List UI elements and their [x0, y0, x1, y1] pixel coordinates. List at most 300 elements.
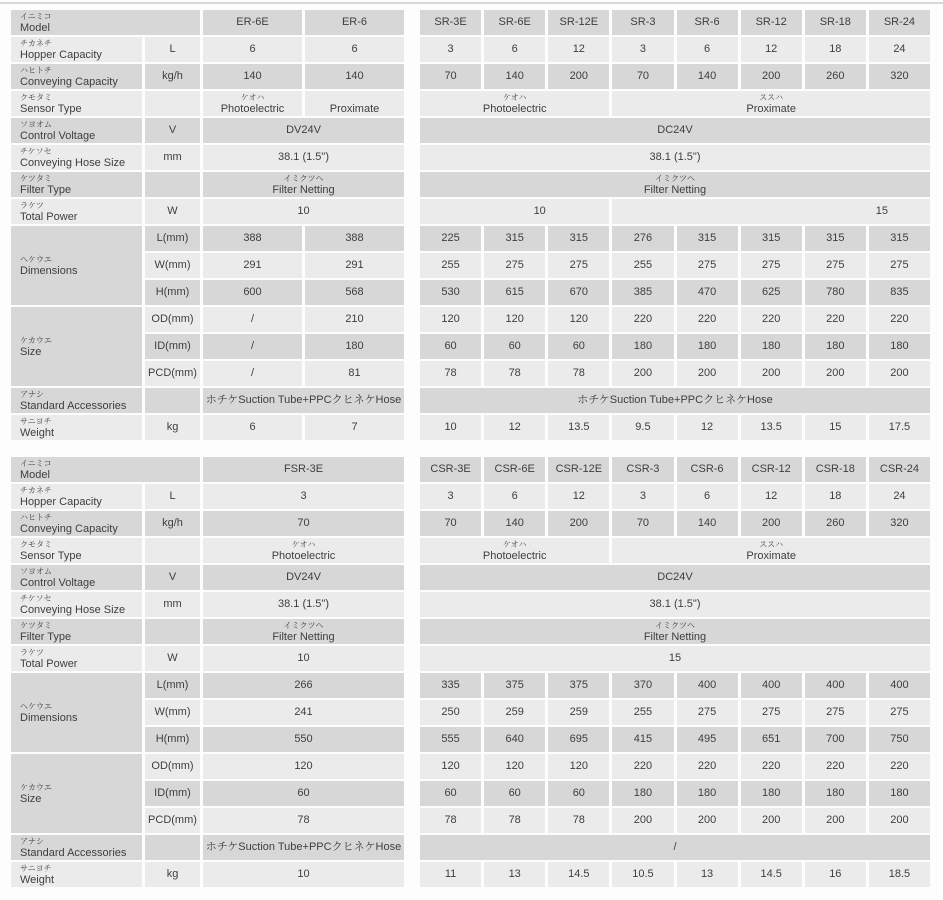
row-label-text: Conveying Capacity — [20, 522, 118, 535]
size-pcd-value: 200 — [869, 808, 930, 833]
conveying-capacity-value: 70 — [612, 511, 673, 536]
row-label-sensor-type — [11, 538, 142, 563]
dimension-w-value: 291 — [305, 253, 404, 278]
hopper-capacity-value: 18 — [805, 484, 866, 509]
size-od-value: 120 — [548, 307, 609, 332]
size-id-value: 180 — [612, 781, 673, 806]
row-label-kana: ケツタミ — [20, 173, 52, 183]
row-label-text: Dimensions — [20, 711, 78, 724]
dimension-h-value: 600 — [203, 280, 302, 305]
dimension-l-value: 388 — [203, 226, 302, 251]
filter-type-value — [203, 619, 404, 644]
sensor-type-label: Photoelectric — [482, 102, 547, 115]
dimension-l-value: 400 — [805, 673, 866, 698]
filter-type-kana: イミクツヘ — [655, 620, 695, 630]
dimension-w-value: 255 — [420, 253, 481, 278]
dimension-l-value: 315 — [677, 226, 738, 251]
dimension-l-value: 276 — [612, 226, 673, 251]
sub-label-cell: PCD(mm) — [145, 361, 200, 386]
dimension-l-value: 388 — [305, 226, 404, 251]
conveying-capacity-value: 70 — [420, 64, 481, 89]
size-od-value: 220 — [677, 307, 738, 332]
row-label-text: Standard Accessories — [20, 846, 127, 859]
dimension-l-value: 315 — [484, 226, 545, 251]
table-row — [420, 673, 930, 698]
table-row — [11, 646, 404, 671]
dimension-l-value: 225 — [420, 226, 481, 251]
dimension-l-value: 315 — [741, 226, 802, 251]
dimension-w-value: 241 — [203, 700, 404, 725]
row-label-text: Standard Accessories — [20, 399, 127, 412]
dimension-h-value: 695 — [548, 727, 609, 752]
sensor-type-label: Photoelectric — [271, 549, 336, 562]
unit-cell: kg — [145, 415, 200, 440]
sub-label-cell: PCD(mm) — [145, 808, 200, 833]
size-od-value: 120 — [420, 307, 481, 332]
size-id-value: 180 — [741, 781, 802, 806]
conveying-capacity-value: 260 — [805, 64, 866, 89]
table-row — [11, 511, 404, 536]
dimension-h-value: 470 — [677, 280, 738, 305]
row-label-kana: クモタミ — [20, 92, 52, 102]
row-label-kana: ソヨオム — [20, 119, 52, 129]
row-label-kana: イニミコ — [20, 458, 52, 468]
total-power-value: 10 — [203, 199, 404, 224]
row-label-text: Weight — [20, 426, 55, 439]
dimension-w-value: 275 — [869, 700, 930, 725]
model-name: SR-12E — [548, 10, 609, 35]
size-od-value: 120 — [484, 754, 545, 779]
table-row — [420, 334, 930, 359]
sensor-type-value — [305, 91, 404, 116]
table-row — [11, 91, 404, 116]
table-row — [420, 361, 930, 386]
dimension-h-value: 550 — [203, 727, 404, 752]
unit-cell: kg/h — [145, 64, 200, 89]
row-label-size — [11, 307, 142, 386]
dimension-h-value: 700 — [805, 727, 866, 752]
model-name: CSR-12 — [741, 457, 802, 482]
table-row — [11, 388, 404, 413]
size-pcd-value: 78 — [484, 808, 545, 833]
row-label-standard-accessories — [11, 388, 142, 413]
table-row — [420, 64, 930, 89]
size-id-value: 180 — [612, 334, 673, 359]
row-label-kana: ヘケウエ — [20, 254, 52, 264]
sub-label-cell: L(mm) — [145, 226, 200, 251]
row-label-text: Conveying Capacity — [20, 75, 118, 88]
dimension-w-value: 275 — [869, 253, 930, 278]
table-row — [420, 592, 930, 617]
hopper-capacity-value: 12 — [741, 37, 802, 62]
control-voltage-value: DC24V — [420, 565, 930, 590]
weight-value: 14.5 — [548, 862, 609, 887]
dimension-h-value: 568 — [305, 280, 404, 305]
dimension-h-value: 640 — [484, 727, 545, 752]
row-label-weight — [11, 415, 142, 440]
row-label-text: Sensor Type — [20, 549, 82, 562]
table-row — [11, 199, 404, 224]
size-od-value: 120 — [548, 754, 609, 779]
row-label-model — [11, 457, 200, 482]
table-row — [420, 754, 930, 779]
table-row — [11, 307, 404, 332]
model-name: CSR-12E — [548, 457, 609, 482]
conveying-capacity-value: 140 — [677, 511, 738, 536]
dimension-w-value: 275 — [548, 253, 609, 278]
row-label-size — [11, 754, 142, 833]
filter-type-kana: イミクツヘ — [283, 620, 324, 630]
row-label-kana: ラケツ — [20, 200, 44, 210]
size-id-value: 180 — [677, 334, 738, 359]
unit-cell: V — [145, 118, 200, 143]
model-name: CSR-3E — [420, 457, 481, 482]
dimension-w-value: 291 — [203, 253, 302, 278]
table-row — [420, 172, 930, 197]
filter-type-kana: イミクツヘ — [655, 173, 695, 183]
hopper-capacity-value: 3 — [612, 484, 673, 509]
model-name: SR-6 — [677, 10, 738, 35]
unit-cell: L — [145, 484, 200, 509]
table-row — [420, 835, 930, 860]
model-name: CSR-24 — [869, 457, 930, 482]
sensor-type-value — [612, 538, 930, 563]
sensor-type-kana: ケオハ — [502, 539, 527, 549]
dimension-h-value: 530 — [420, 280, 481, 305]
hopper-capacity-value: 24 — [869, 484, 930, 509]
row-label-kana: サニヨチ — [20, 863, 52, 873]
table-row — [420, 145, 930, 170]
dimension-w-value: 255 — [612, 700, 673, 725]
page-top-rule — [0, 2, 943, 4]
hopper-capacity-value: 6 — [484, 37, 545, 62]
sensor-type-value — [203, 538, 404, 563]
row-label-text: Model — [20, 21, 50, 34]
spec-table-fsr-series — [8, 455, 407, 889]
sensor-type-kana: ケオハ — [240, 92, 265, 102]
sub-label-cell: H(mm) — [145, 727, 200, 752]
filter-type-label: Filter Netting — [643, 630, 707, 643]
row-label-text: Hopper Capacity — [20, 48, 102, 61]
size-pcd-value: 200 — [612, 361, 673, 386]
unit-cell — [145, 388, 200, 413]
spec-sheet — [8, 8, 933, 889]
table-row — [420, 415, 930, 440]
spec-table-csr-series — [417, 455, 933, 889]
size-od-value: 220 — [805, 307, 866, 332]
dimension-h-value: 651 — [741, 727, 802, 752]
weight-value: 14.5 — [741, 862, 802, 887]
sensor-type-label: Photoelectric — [482, 549, 547, 562]
hopper-capacity-value: 12 — [548, 37, 609, 62]
hopper-capacity-value: 24 — [869, 37, 930, 62]
size-id-value: 180 — [869, 334, 930, 359]
row-label-kana: ケカウエ — [20, 782, 52, 792]
filter-type-label: Filter Netting — [272, 183, 335, 196]
model-name: CSR-3 — [612, 457, 673, 482]
unit-cell — [145, 835, 200, 860]
size-pcd-value: 200 — [805, 361, 866, 386]
dimension-l-value: 400 — [677, 673, 738, 698]
row-label-text: Conveying Hose Size — [20, 603, 126, 616]
size-id-value: 60 — [420, 781, 481, 806]
standard-accessories-value: ホチケSuction Tube+PPCクヒネケHose — [420, 388, 930, 413]
conveying-capacity-value: 200 — [741, 511, 802, 536]
row-label-filter-type — [11, 619, 142, 644]
table-row — [420, 646, 930, 671]
spec-table-sr-series — [417, 8, 933, 442]
row-label-kana: チケソセ — [20, 146, 52, 156]
conveying-capacity-value: 140 — [305, 64, 404, 89]
size-pcd-value: 78 — [420, 808, 481, 833]
table-row — [11, 592, 404, 617]
size-od-value: 220 — [869, 754, 930, 779]
table-row — [420, 253, 930, 278]
table-row — [11, 619, 404, 644]
table-row — [11, 457, 404, 482]
size-pcd-value: 78 — [548, 361, 609, 386]
total-power-value: 10 — [203, 646, 404, 671]
sensor-type-kana: ケオハ — [502, 92, 527, 102]
sub-label-cell: L(mm) — [145, 673, 200, 698]
row-label-filter-type — [11, 172, 142, 197]
table-row — [420, 91, 930, 116]
table-row — [420, 457, 930, 482]
size-id-value: 60 — [484, 334, 545, 359]
size-pcd-value: 78 — [420, 361, 481, 386]
sensor-type-label: Proximate — [746, 102, 796, 115]
dimension-l-value: 370 — [612, 673, 673, 698]
size-id-value: 60 — [548, 781, 609, 806]
table-row — [420, 280, 930, 305]
row-label-text: Size — [20, 792, 42, 805]
dimension-w-value: 259 — [548, 700, 609, 725]
row-label-text: Hopper Capacity — [20, 495, 102, 508]
sensor-type-label: Proximate — [329, 102, 380, 115]
size-pcd-value: 78 — [203, 808, 404, 833]
dimension-w-value: 275 — [741, 700, 802, 725]
hopper-capacity-value: 12 — [741, 484, 802, 509]
dimension-w-value: 275 — [805, 253, 866, 278]
weight-value: 12 — [484, 415, 545, 440]
sub-label-cell: ID(mm) — [145, 781, 200, 806]
conveying-capacity-value: 140 — [203, 64, 302, 89]
sub-label-cell: W(mm) — [145, 253, 200, 278]
weight-value: 10 — [203, 862, 404, 887]
hopper-capacity-value: 3 — [612, 37, 673, 62]
model-name: SR-18 — [805, 10, 866, 35]
dimension-h-value: 780 — [805, 280, 866, 305]
sensor-type-kana — [305, 93, 404, 103]
size-id-value: 180 — [805, 334, 866, 359]
size-pcd-value: 78 — [484, 361, 545, 386]
table-row — [420, 700, 930, 725]
size-id-value: 60 — [548, 334, 609, 359]
conveying-capacity-value: 200 — [741, 64, 802, 89]
dimension-h-value: 415 — [612, 727, 673, 752]
hopper-capacity-value: 6 — [203, 37, 302, 62]
size-id-value: 180 — [677, 781, 738, 806]
dimension-l-value: 375 — [484, 673, 545, 698]
dimension-h-value: 670 — [548, 280, 609, 305]
row-label-kana: ヘケウエ — [20, 701, 52, 711]
table-row — [420, 118, 930, 143]
hopper-capacity-value: 12 — [548, 484, 609, 509]
row-label-kana: チケソセ — [20, 593, 52, 603]
size-od-value: 120 — [484, 307, 545, 332]
row-label-text: Sensor Type — [20, 102, 82, 115]
hose-size-value: 38.1 (1.5") — [420, 592, 930, 617]
row-label-text: Total Power — [20, 657, 78, 670]
table-row — [11, 754, 404, 779]
unit-cell: kg/h — [145, 511, 200, 536]
filter-type-value — [420, 619, 930, 644]
weight-value: 9.5 — [612, 415, 673, 440]
size-pcd-value: 200 — [677, 361, 738, 386]
size-id-value: 60 — [484, 781, 545, 806]
size-id-value: 180 — [805, 781, 866, 806]
weight-value: 7 — [305, 415, 404, 440]
dimension-h-value: 615 — [484, 280, 545, 305]
row-label-conveying-capacity — [11, 511, 142, 536]
unit-cell: mm — [145, 145, 200, 170]
dimension-w-value: 275 — [805, 700, 866, 725]
row-label-standard-accessories — [11, 835, 142, 860]
hopper-capacity-value: 6 — [677, 484, 738, 509]
table-row — [11, 118, 404, 143]
table-row — [420, 511, 930, 536]
row-label-kana: アナシ — [20, 389, 44, 399]
table-row — [11, 10, 404, 35]
row-label-kana: ハヒトチ — [20, 512, 52, 522]
row-label-weight — [11, 862, 142, 887]
table-row — [11, 565, 404, 590]
total-power-value: 10 — [420, 199, 609, 224]
size-pcd-value: 81 — [305, 361, 404, 386]
row-label-kana: ソヨオム — [20, 566, 52, 576]
table-row — [11, 145, 404, 170]
unit-cell: kg — [145, 862, 200, 887]
hopper-capacity-value: 6 — [677, 37, 738, 62]
conveying-capacity-value: 140 — [484, 511, 545, 536]
dimension-l-value: 315 — [869, 226, 930, 251]
table-row — [420, 565, 930, 590]
hopper-capacity-value: 18 — [805, 37, 866, 62]
model-name: CSR-6 — [677, 457, 738, 482]
table-row — [11, 538, 404, 563]
unit-cell: L — [145, 37, 200, 62]
weight-value: 13 — [677, 862, 738, 887]
weight-value: 12 — [677, 415, 738, 440]
row-label-text: Weight — [20, 873, 55, 886]
row-label-model — [11, 10, 200, 35]
row-label-text: Filter Type — [20, 183, 72, 196]
table-row — [420, 226, 930, 251]
size-od-value: 220 — [741, 754, 802, 779]
weight-value: 16 — [805, 862, 866, 887]
sensor-type-value — [612, 91, 930, 116]
size-od-value: 220 — [741, 307, 802, 332]
size-pcd-value: 200 — [741, 361, 802, 386]
weight-value: 11 — [420, 862, 481, 887]
table-row — [420, 727, 930, 752]
size-pcd-value: 200 — [741, 808, 802, 833]
row-label-kana: ケカウエ — [20, 335, 52, 345]
sub-label-cell: OD(mm) — [145, 307, 200, 332]
row-label-text: Total Power — [20, 210, 78, 223]
sensor-type-value — [420, 91, 609, 116]
total-power-value: 15 — [420, 646, 930, 671]
unit-cell: V — [145, 565, 200, 590]
row-label-kana: アナシ — [20, 836, 44, 846]
row-label-conveying-capacity — [11, 64, 142, 89]
row-label-sensor-type — [11, 91, 142, 116]
total-power-value: 15 — [612, 199, 930, 224]
dimension-l-value: 400 — [741, 673, 802, 698]
size-od-value: 220 — [677, 754, 738, 779]
control-voltage-value: DC24V — [420, 118, 930, 143]
row-label-kana: ケツタミ — [20, 620, 52, 630]
sub-label-cell: ID(mm) — [145, 334, 200, 359]
model-name: SR-12 — [741, 10, 802, 35]
size-od-value: 220 — [612, 754, 673, 779]
size-od-value: 220 — [869, 307, 930, 332]
sensor-type-kana: ススハ — [759, 539, 784, 549]
unit-cell: W — [145, 199, 200, 224]
size-pcd-value: 200 — [869, 361, 930, 386]
row-label-text: Model — [20, 468, 50, 481]
conveying-capacity-value: 70 — [203, 511, 404, 536]
hose-size-value: 38.1 (1.5") — [203, 145, 404, 170]
model-name: SR-3E — [420, 10, 481, 35]
filter-type-kana: イミクツヘ — [283, 173, 324, 183]
weight-value: 15 — [805, 415, 866, 440]
model-name: FSR-3E — [203, 457, 404, 482]
standard-accessories-value: ホチケSuction Tube+PPCクヒネケHose — [203, 388, 404, 413]
conveying-capacity-value: 140 — [484, 64, 545, 89]
table-row — [420, 862, 930, 887]
sub-label-cell: H(mm) — [145, 280, 200, 305]
dimension-w-value: 255 — [612, 253, 673, 278]
size-pcd-value: 200 — [612, 808, 673, 833]
row-label-text: Dimensions — [20, 264, 78, 277]
dimension-l-value: 315 — [548, 226, 609, 251]
table-row — [11, 484, 404, 509]
weight-value: 13.5 — [741, 415, 802, 440]
hopper-capacity-value: 3 — [420, 484, 481, 509]
spec-table-er-series — [8, 8, 407, 442]
size-pcd-value: 78 — [548, 808, 609, 833]
dimension-l-value: 375 — [548, 673, 609, 698]
hopper-capacity-value: 3 — [420, 37, 481, 62]
table-row — [420, 619, 930, 644]
unit-cell — [145, 538, 200, 563]
standard-accessories-value: / — [420, 835, 930, 860]
size-id-value: 180 — [305, 334, 404, 359]
dimension-w-value: 259 — [484, 700, 545, 725]
conveying-capacity-value: 260 — [805, 511, 866, 536]
sub-label-cell: W(mm) — [145, 700, 200, 725]
dimension-h-value: 835 — [869, 280, 930, 305]
row-label-kana: クモタミ — [20, 539, 52, 549]
table-row — [11, 64, 404, 89]
table-row — [420, 307, 930, 332]
weight-value: 18.5 — [869, 862, 930, 887]
size-od-value: 220 — [612, 307, 673, 332]
row-label-text: Control Voltage — [20, 129, 96, 142]
table-row — [420, 781, 930, 806]
row-label-text: Control Voltage — [20, 576, 96, 589]
